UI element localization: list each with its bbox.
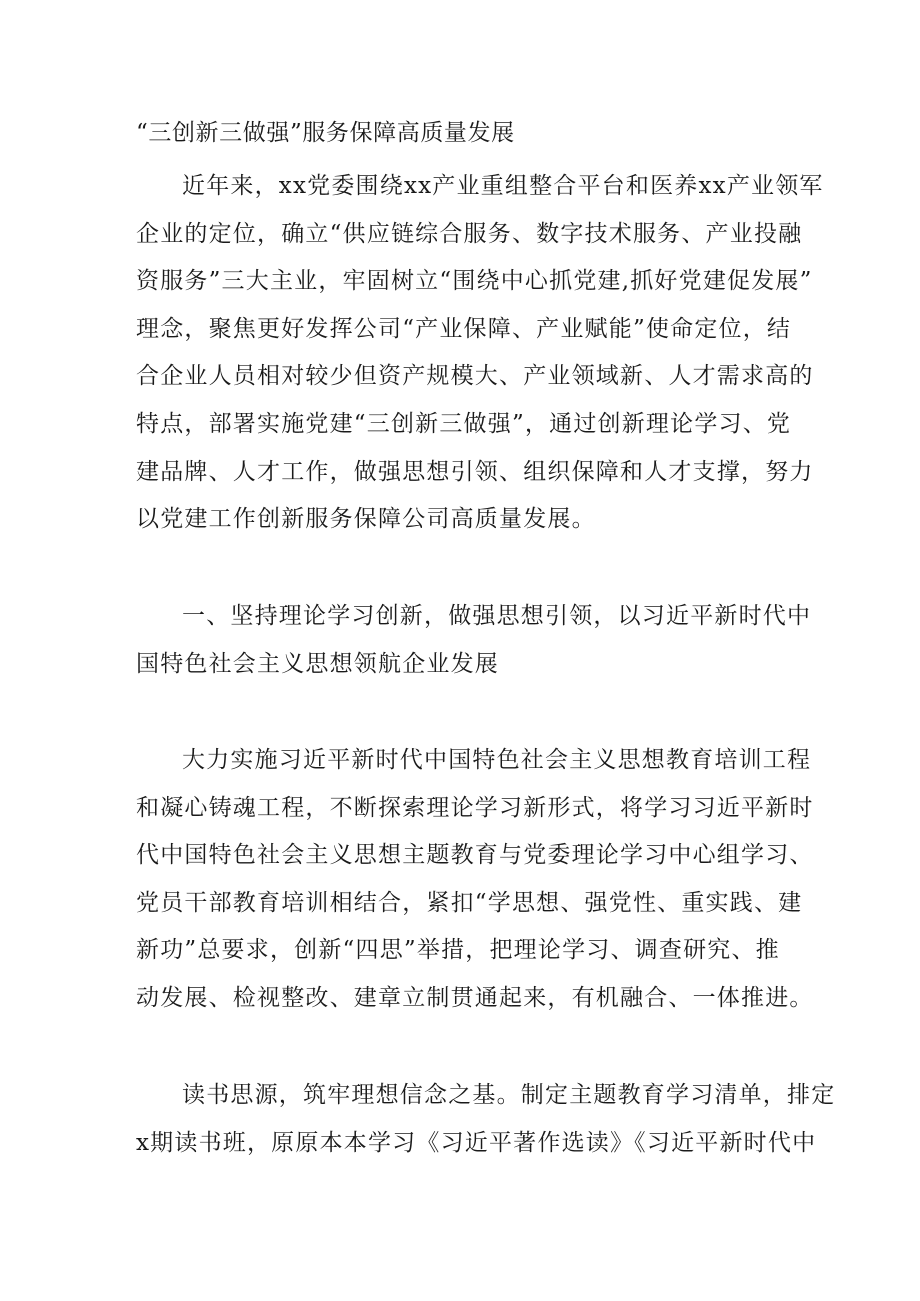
heading-line: 国特色社会主义思想领航企业发展	[136, 650, 499, 677]
paragraph-line: 企业的定位，确立“供应链综合服务、数字技术服务、产业投融	[136, 220, 803, 247]
paragraph-line: 特点，部署实施党建“三创新三做强”，通过创新理论学习、党	[136, 410, 792, 437]
paragraph-line: 和凝心铸魂工程，不断探索理论学习新形式，将学习习近平新时	[136, 794, 814, 821]
paragraph-line: 新功”总要求，创新“四思”举措，把理论学习、调查研究、推	[136, 937, 780, 964]
paragraph-line: 理念，聚焦更好发挥公司“产业保障、产业赋能”使命定位，结	[136, 315, 792, 342]
paragraph-line: 动发展、检视整改、建章立制贯通起来，有机融合、一体推进。	[136, 984, 814, 1011]
section-heading-1	[136, 593, 812, 688]
paragraph-line: 党员干部教育培训相结合，紧扣“学思想、强党性、重实践、建	[136, 889, 803, 916]
paragraph-line: 合企业人员相对较少但资产规模大、产业领域新、人才需求高的	[136, 363, 814, 390]
document-title: “三创新三做强”服务保障高质量发展	[136, 120, 515, 146]
section-body-paragraph	[136, 737, 814, 1023]
heading-line: 一、坚持理论学习创新，做强思想引领，以习近平新时代中	[182, 603, 812, 629]
paragraph-line: 近年来，xx党委围绕xx产业重组整合平台和医养xx产业领军	[182, 173, 824, 199]
paragraph-line: 资服务”三大主业，牢固树立“围绕中心抓党建,抓好党建促发展”	[136, 268, 813, 295]
paragraph-line: 大力实施习近平新时代中国特色社会主义思想教育培训工程	[182, 747, 812, 773]
paragraph-line: 以党建工作创新服务保障公司高质量发展。	[136, 506, 596, 533]
reading-paragraph	[136, 1072, 836, 1167]
paragraph-line: 代中国特色社会主义思想主题教育与党委理论学习中心组学习、	[136, 842, 814, 869]
intro-paragraph	[136, 163, 824, 544]
paragraph-line: 读书思源，筑牢理想信念之基。制定主题教育学习清单，排定	[182, 1082, 836, 1108]
paragraph-line: 建品牌、人才工作，做强思想引领、组织保障和人才支撑，努力	[136, 458, 814, 485]
paragraph-line: x期读书班，原原本本学习《习近平著作选读》《习近平新时代中	[136, 1129, 817, 1156]
